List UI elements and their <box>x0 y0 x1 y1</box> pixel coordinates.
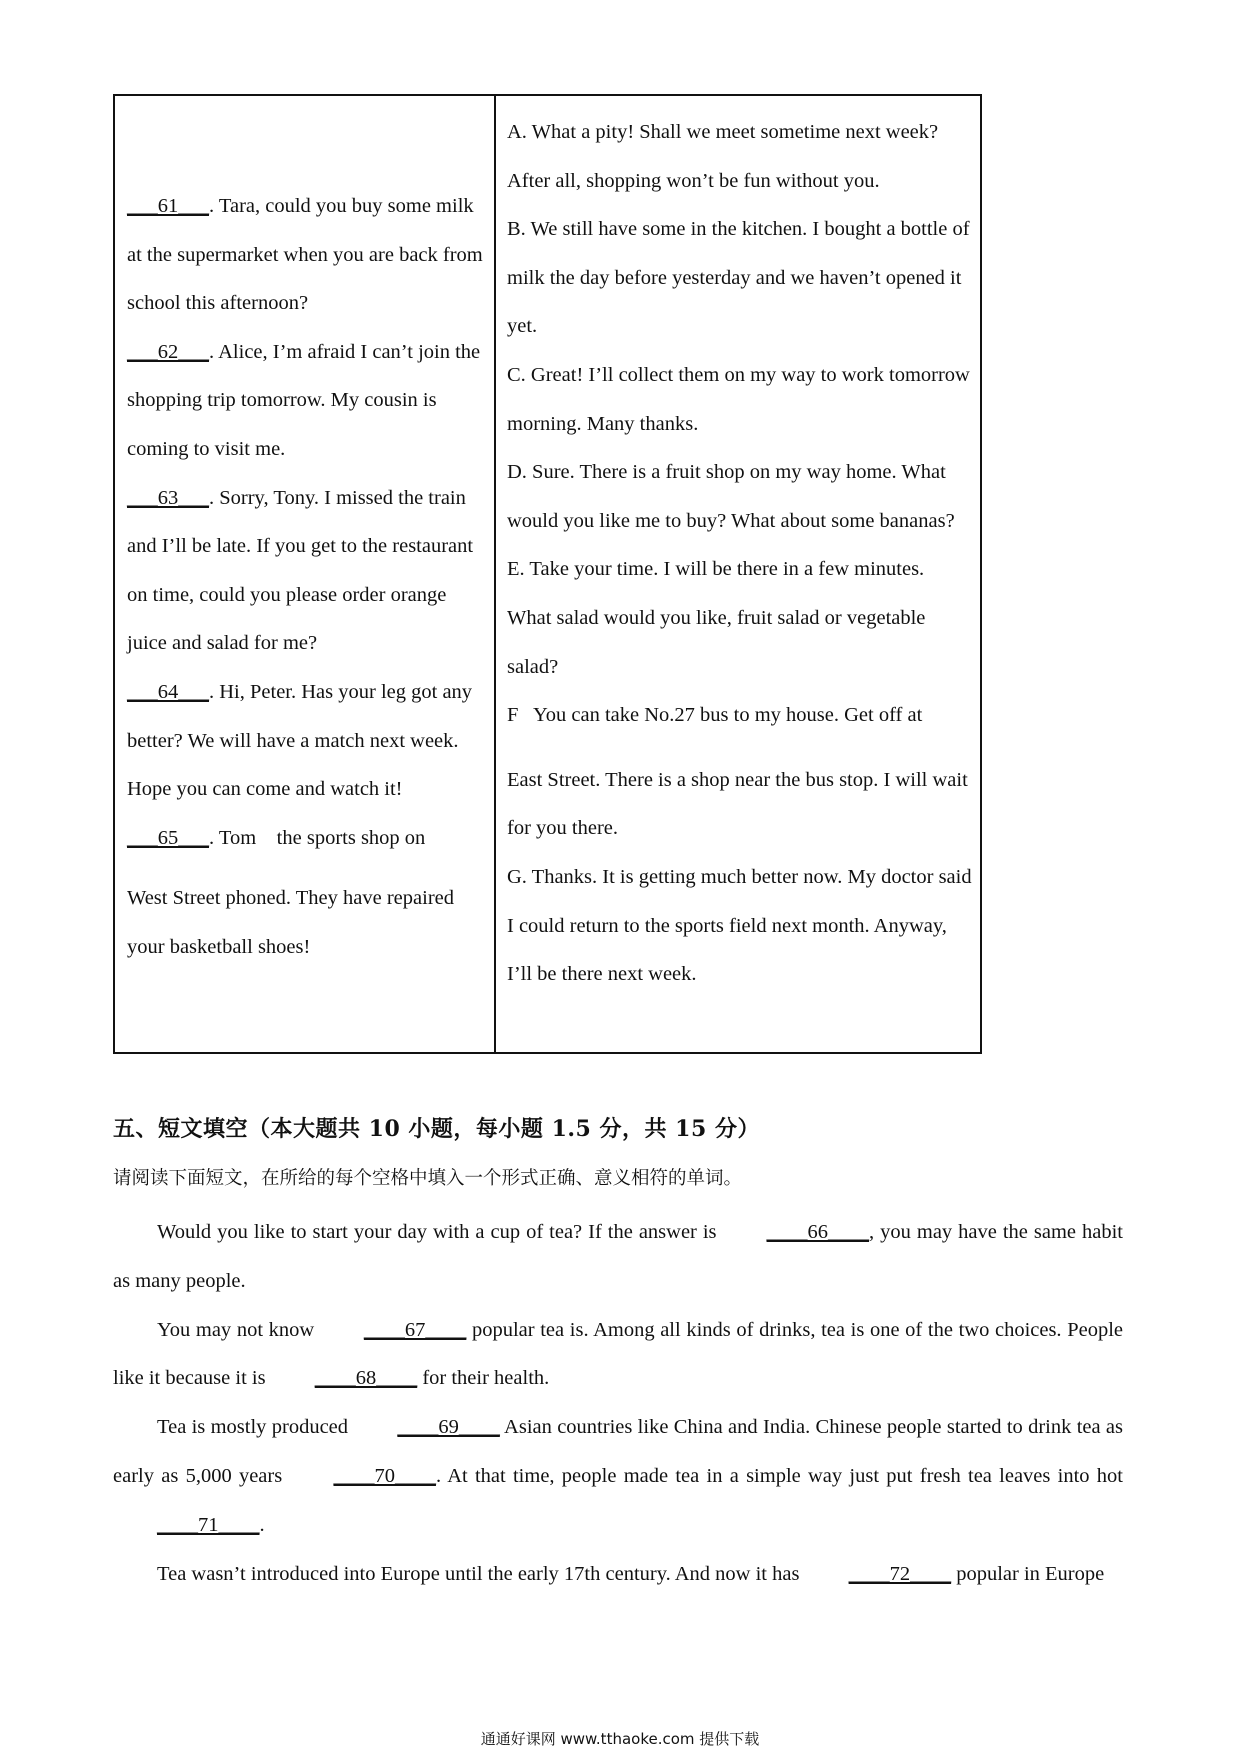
passage-text: Tea is mostly produced <box>157 1416 354 1439</box>
passage-paragraph-4 <box>113 1550 1123 1599</box>
blank-70: ____70____ <box>333 1464 436 1487</box>
question-61-text: . Tara, could you buy some milk at the supermarket when you are back from school this afternoon? <box>127 195 483 315</box>
passage-text: popular tea is. Among all kinds of drinks, tea is one of the two choices. People like it because it is <box>113 1318 1123 1390</box>
section-title: 五、短文填空（本大题共 10 小题，每小题 1.5 分，共 15 分） <box>113 1116 760 1142</box>
passage-text: . <box>259 1513 265 1536</box>
blank-72: ____72____ <box>848 1562 952 1585</box>
table-divider <box>494 96 496 1052</box>
question-64 <box>127 668 487 814</box>
blank-67: ____67____ <box>363 1318 467 1341</box>
blank-61: ___61___ <box>127 195 209 217</box>
options-column <box>507 108 972 999</box>
passage-text: Would you like to start your day with a cup of tea? If the answer is <box>157 1221 723 1243</box>
blank-68: ____68____ <box>314 1367 418 1390</box>
question-63 <box>127 474 487 668</box>
option-f-line1: F You can take No.27 bus to my house. Get off at <box>507 704 923 727</box>
passage <box>113 1208 1123 1598</box>
question-62-text: . Alice, I’m afraid I can’t join the shopping trip tomorrow. My cousin is coming to visit me. <box>127 340 481 460</box>
question-65-rest: West Street phoned. They have repaired your basketball shoes! <box>127 887 454 958</box>
passage-text: . At that time, people made tea in a simple way just put fresh tea leaves into hot <box>435 1464 1123 1487</box>
passage-text: , you may have the same habit as many people. <box>113 1221 1123 1292</box>
section-instruction: 请阅读下面短文，在所给的每个空格中填入一个形式正确、意义相符的单词。 <box>113 1168 743 1189</box>
question-65 <box>127 814 487 863</box>
question-64-text: . Hi, Peter. Has your leg got any better? We will have a match next week. Hope you can come and watch it! <box>127 680 473 801</box>
blank-71: ____71____ <box>157 1513 260 1536</box>
passage-text: Asian countries like China and India. Chinese people started to drink tea as early as 5,000 years <box>113 1416 1123 1487</box>
passage-text: Tea wasn’t introduced into Europe until the early 17th century. And now it has <box>157 1562 805 1585</box>
option-a: A. What a pity! Shall we meet sometime next week? After all, shopping won’t be fun without you. <box>507 121 939 192</box>
passage-text: popular in Europe <box>951 1562 1105 1585</box>
passage-paragraph-2 <box>113 1306 1123 1404</box>
passage-text: You may not know <box>157 1318 320 1341</box>
blank-62: ___62___ <box>127 340 209 363</box>
option-c: C. Great! I’ll collect them on my way to work tomorrow morning. Many thanks. <box>507 363 970 435</box>
passage-paragraph-3 <box>113 1403 1123 1549</box>
question-65-text-line1: . Tom the sports shop on <box>209 826 426 849</box>
option-g: G. Thanks. It is getting much better now. My doctor said I could return to the sports field next month. Anyway, I’ll be there next week. <box>507 865 972 986</box>
option-e: E. Take your time. I will be there in a few minutes. What salad would you like, fruit salad or vegetable salad? <box>507 558 926 678</box>
blank-65: ___65___ <box>127 826 209 849</box>
option-b: B. We still have some in the kitchen. I bought a bottle of milk the day before yesterday and we haven’t opened it yet. <box>507 218 970 338</box>
blank-69: ____69____ <box>397 1416 500 1439</box>
blank-63: ___63___ <box>127 486 209 509</box>
questions-column <box>127 182 487 972</box>
passage-paragraph-1 <box>113 1208 1123 1306</box>
question-62 <box>127 328 487 474</box>
blank-66: ____66____ <box>766 1221 870 1243</box>
blank-64: ___64___ <box>127 680 209 703</box>
dialogue-table <box>113 94 982 1054</box>
question-61 <box>127 182 487 328</box>
question-63-text: . Sorry, Tony. I missed the train and I’ll be late. If you get to the restaurant on time, could you please order orange juice and salad for me? <box>127 486 474 655</box>
option-f-rest: East Street. There is a shop near the bus stop. I will wait for you there. <box>507 768 968 840</box>
footer-source: 通通好课网 www.tthaoke.com 提供下载 <box>480 1730 760 1748</box>
option-d: D. Sure. There is a fruit shop on my way home. What would you like me to buy? What about some bananas? <box>507 461 955 532</box>
passage-text: for their health. <box>417 1367 550 1390</box>
